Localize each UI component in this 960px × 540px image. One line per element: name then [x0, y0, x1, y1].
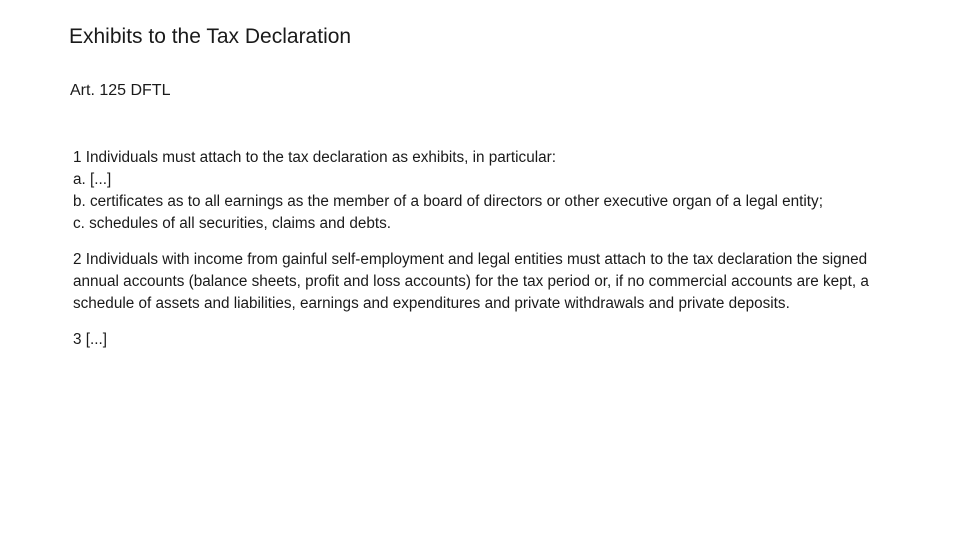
paragraph-3-text: 3 [...] [73, 331, 108, 348]
paragraph-1-item-b: b. certificates as to all earnings as the member of a board of directors or other executive organ of a legal entity; [73, 193, 823, 210]
paragraph-3 [73, 329, 888, 351]
paragraph-1-item-a: a. [...] [73, 171, 112, 188]
paragraph-1-intro: 1 Individuals must attach to the tax declaration as exhibits, in particular: [73, 149, 556, 166]
paragraph-1-item-c: c. schedules of all securities, claims and debts. [73, 215, 391, 232]
paragraph-2 [73, 249, 888, 315]
article-reference: Art. 125 DFTL [70, 82, 171, 99]
paragraph-2-text: 2 Individuals with income from gainful self-employment and legal entities must attach to the tax declaration the signed annual accounts (balance sheets, profit and loss accounts) for the tax period or, if no commercial accounts are kept, a schedule of assets and liabilities, earnings and expenditures and private withdrawals and private deposits. [73, 251, 869, 312]
paragraph-1 [73, 147, 888, 235]
document-body [73, 147, 888, 365]
page-title: Exhibits to the Tax Declaration [69, 25, 352, 48]
